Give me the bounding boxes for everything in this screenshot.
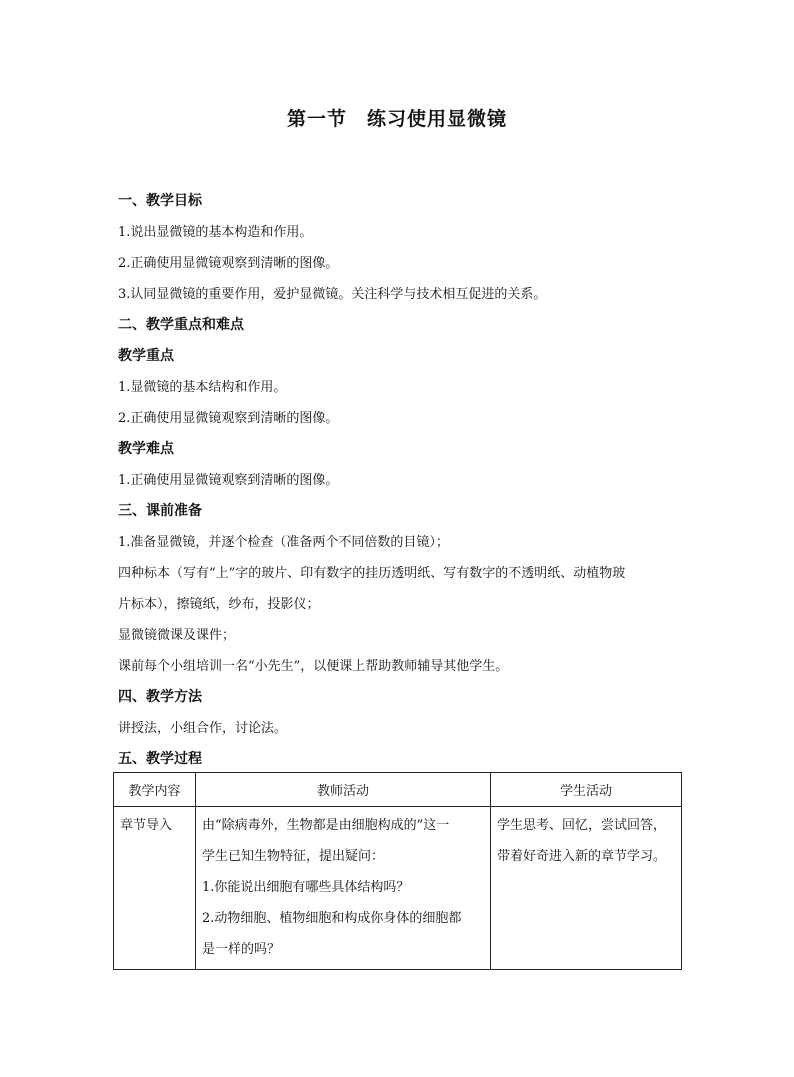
methods-text: 讲授法，小组合作，讨论法。 [118,721,288,736]
table-header-student: 学生活动 [491,773,682,807]
table-header-row [114,773,682,807]
subheading-difficulty: 教学难点 [118,441,174,457]
teacher-line: 1.你能说出细胞有哪些具体结构吗？ [202,880,410,895]
student-line: 带着好奇进入新的章节学习。 [497,849,667,864]
cell-teacher [196,807,491,970]
page-title: 第一节 练习使用显微镜 [286,108,507,130]
goal-item: 2.正确使用显微镜观察到清晰的图像。 [118,256,339,271]
subheading-focus: 教学重点 [118,348,174,364]
teacher-line: 学生已知生物特征，提出疑问： [202,849,385,864]
section-heading-preparation: 三、课前准备 [118,503,202,519]
difficulty-item: 1.正确使用显微镜观察到清晰的图像。 [118,473,339,488]
teacher-line: 2.动物细胞、植物细胞和构成你身体的细胞都 [202,911,462,926]
document-body [118,186,684,775]
teacher-line: 由“除病毒外，生物都是由细胞构成的”这一 [202,818,450,833]
preparation-item: 四种标本（写有“上”字的玻片、印有数字的挂历透明纸、写有数字的不透明纸、动植物玻 [118,566,626,581]
teacher-line: 是一样的吗？ [202,942,281,957]
section-heading-key-points: 二、教学重点和难点 [118,317,244,333]
table-row [114,807,682,970]
focus-item: 1.显微镜的基本结构和作用。 [118,380,287,395]
cell-content: 章节导入 [114,807,196,970]
teaching-process-table [113,772,682,970]
goal-item: 3.认同显微镜的重要作用，爱护显微镜。关注科学与技术相互促进的关系。 [118,287,547,302]
section-heading-goals: 一、教学目标 [118,193,202,209]
preparation-item: 片标本），擦镜纸，纱布，投影仪； [118,597,320,612]
preparation-item: 1.准备显微镜，并逐个检查（准备两个不同倍数的目镜）； [118,535,449,550]
section-heading-process: 五、教学过程 [118,751,202,767]
preparation-item: 课前每个小组培训一名“小先生”，以便课上帮助教师辅导其他学生。 [118,659,509,674]
table-header-content: 教学内容 [114,773,196,807]
student-line: 学生思考、回忆，尝试回答， [497,818,667,833]
table-header-teacher: 教师活动 [196,773,491,807]
focus-item: 2.正确使用显微镜观察到清晰的图像。 [118,411,339,426]
section-heading-methods: 四、教学方法 [118,689,202,705]
cell-student [491,807,682,970]
preparation-item: 显微镜微课及课件； [118,628,236,643]
goal-item: 1.说出显微镜的基本构造和作用。 [118,225,313,240]
